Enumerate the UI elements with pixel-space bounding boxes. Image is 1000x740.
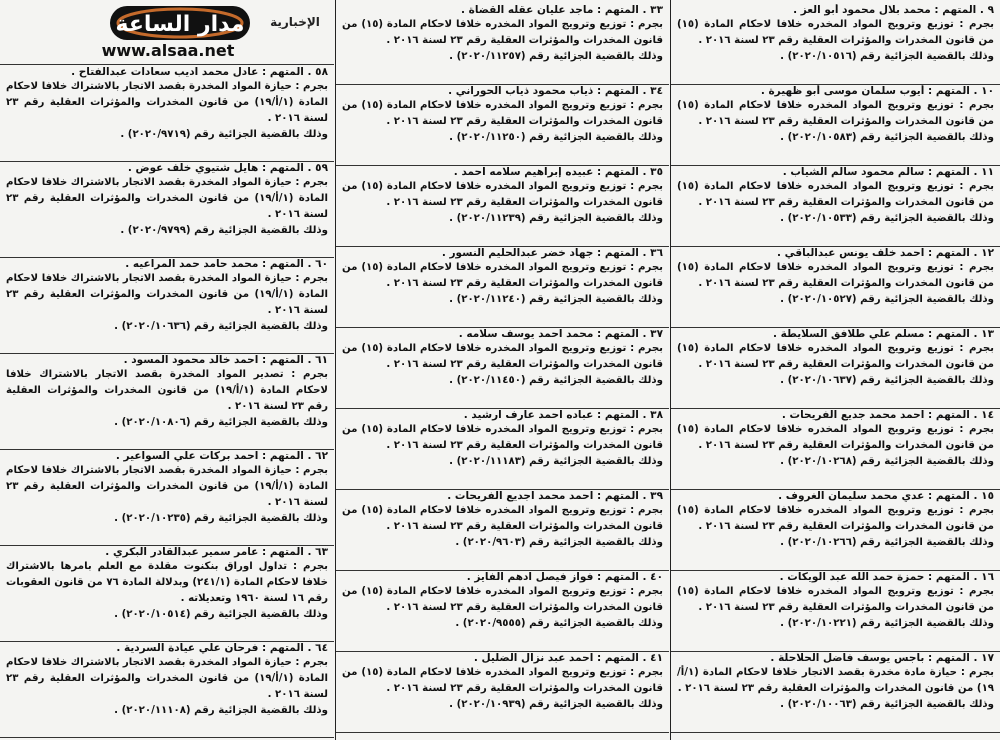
accused-entry xyxy=(0,162,334,258)
accused-header: ١٧ . المتهم : باجس يوسف فاضل الحلاحلة . xyxy=(770,652,994,664)
accused-header: ٦٤ . المتهم : فرحان علي عيادة السردية . xyxy=(116,642,328,654)
charge-text: بجرم : حيازة المواد المخدرة بقصد الاتجار بالاشتراك خلافا لاحكام المادة (١/أ/١٩) من قانون المخدرات والمؤثرات العقلية رقم ٢٣ لسنة ٢٠١٦ . xyxy=(6,81,328,124)
accused-header: ٣٤ . المتهم : ذياب محمود ذياب الحوراني . xyxy=(448,85,663,97)
case-number: وذلك بالقضية الجزائية رقم (٢٠٢٠/١٠٥١٦) . xyxy=(780,51,994,62)
accused-header: ٦٢ . المتهم : احمد بركات علي السواعير . xyxy=(115,450,328,462)
case-number: وذلك بالقضية الجزائية رقم (٢٠٢٠/١٠٥٢٧) . xyxy=(780,294,994,305)
accused-entry xyxy=(336,247,669,328)
accused-header: ١٢ . المتهم : احمد خلف يونس عبدالباقي . xyxy=(776,247,994,259)
charge-text: بجرم : حيازة المواد المخدرة بقصد الاتجار بالاشتراك خلافا لاحكام المادة (١/أ/١٩) من قانون المخدرات والمؤثرات العقلية رقم ٢٣ لسنة ٢٠١٦ . xyxy=(6,273,328,316)
case-number: وذلك بالقضية الجزائية رقم (٢٠٢٠/١١٤٥٠) . xyxy=(449,375,663,386)
logo-graphic xyxy=(0,0,334,64)
accused-entry xyxy=(336,328,669,409)
case-number: وذلك بالقضية الجزائية رقم (٢٠٢٠/١٠٢٢١) . xyxy=(780,618,994,629)
column-divider xyxy=(335,0,336,740)
logo-tagline: الإخبارية xyxy=(270,15,320,29)
accused-entry xyxy=(0,354,334,450)
case-number: وذلك بالقضية الجزائية رقم (٢٠٢٠/٩٥٥٥) . xyxy=(455,618,663,629)
case-number: وذلك بالقضية الجزائية رقم (٢٠٢٠/١٠٥٨٣) . xyxy=(780,132,994,143)
accused-entry xyxy=(0,642,334,738)
accused-header: ٥٨ . المتهم : عادل محمد اديب سعادات عبدالفتاح . xyxy=(71,66,328,78)
logo-brand: مدار الساعة xyxy=(115,12,245,37)
case-number: وذلك بالقضية الجزائية رقم (٢٠٢٠/١٠٦٣٦) . xyxy=(114,321,328,332)
charge-text: بجرم : توزيع وترويج المواد المخدره خلافا لاحكام المادة (١٥) من قانون المخدرات والمؤثرات العقلية رقم ٢٣ لسنة ٢٠١٦ . xyxy=(342,424,663,451)
accused-entry xyxy=(336,652,669,733)
charge-text: بجرم : حيازة المواد المخدرة بقصد الاتجار بالاشتراك خلافا لاحكام المادة (١/أ/١٩) من قانون المخدرات والمؤثرات العقلية رقم ٢٣ لسنة ٢٠١٦ . xyxy=(6,657,328,700)
case-number: وذلك بالقضية الجزائية رقم (٢٠٢٠/١٠٢٣٥) . xyxy=(114,513,328,524)
accused-header: ٦٠ . المتهم : محمد حامد حمد المراعيه . xyxy=(125,258,328,270)
accused-header: ٦١ . المتهم : احمد خالد محمود المسود . xyxy=(123,354,328,366)
case-number: وذلك بالقضية الجزائية رقم (٢٠٢٠/١٠٨٠٦) . xyxy=(114,417,328,428)
accused-entry xyxy=(336,409,669,490)
charge-text: بجرم : توزيع وترويج المواد المخدره خلافا لاحكام المادة (١٥) من قانون المخدرات والمؤثرات العقلية رقم ٢٣ لسنة ٢٠١٦ . xyxy=(677,424,994,451)
accused-entry xyxy=(336,571,669,652)
accused-entry xyxy=(671,4,1000,85)
accused-entry xyxy=(671,85,1000,166)
case-number: وذلك بالقضية الجزائية رقم (٢٠٢٠/١١٢٣٩) . xyxy=(449,213,663,224)
accused-entry xyxy=(0,66,334,162)
accused-entry xyxy=(671,571,1000,652)
accused-entry xyxy=(671,652,1000,733)
case-number: وذلك بالقضية الجزائية رقم (٢٠٢٠/١٠٦٣٧) . xyxy=(780,375,994,386)
charge-text: بجرم : حيازة مادة مخدرة بقصد الاتجار خلافا لاحكام المادة (١/أ/١٩) من قانون المخدرات والمؤثرات العقلية رقم ٢٣ لسنة ٢٠١٦ . xyxy=(677,667,994,694)
accused-header: ٣٧ . المتهم : محمد احمد يوسف سلامه . xyxy=(458,328,663,340)
case-number: وذلك بالقضية الجزائية رقم (٢٠٢٠/١٠٠٦٣) . xyxy=(780,699,994,710)
case-number: وذلك بالقضية الجزائية رقم (٢٠٢٠/١١٢٤٠) . xyxy=(449,294,663,305)
accused-header: ١٠ . المتهم : أيوب سلمان موسى أبو ظهيرة . xyxy=(760,85,994,97)
charge-text: بجرم : توزيع وترويج المواد المخدره خلافا لاحكام المادة (١٥) من قانون المخدرات والمؤثرات العقلية رقم ٢٣ لسنة ٢٠١٦ . xyxy=(677,343,994,370)
charge-text: بجرم : حيازة المواد المخدرة بقصد الاتجار بالاشتراك خلافا لاحكام المادة (١/أ/١٩) من قانون المخدرات والمؤثرات العقلية رقم ٢٣ لسنة ٢٠١٦ . xyxy=(6,465,328,508)
charge-text: بجرم : توزيع وترويج المواد المخدره خلافا لاحكام المادة (١٥) من قانون المخدرات والمؤثرات العقلية رقم ٢٣ لسنة ٢٠١٦ . xyxy=(677,181,994,208)
accused-header: ٤١ . المتهم : احمد عبد نزال الضليل . xyxy=(473,652,663,664)
logo-url: www.alsaa.net xyxy=(101,41,235,60)
accused-entry xyxy=(336,166,669,247)
charge-text: بجرم : توزيع وترويج المواد المخدره خلافا لاحكام المادة (١٥) من قانون المخدرات والمؤثرات العقلية رقم ٢٣ لسنة ٢٠١٦ . xyxy=(342,586,663,613)
case-number: وذلك بالقضية الجزائية رقم (٢٠٢٠/١٠٢٦٨) . xyxy=(780,456,994,467)
accused-entry xyxy=(671,247,1000,328)
charge-text: بجرم : توزيع وترويج المواد المخدره خلافا لاحكام المادة (١٥) من قانون المخدرات والمؤثرات العقلية رقم ٢٣ لسنة ٢٠١٦ . xyxy=(677,586,994,613)
charge-text: بجرم : حيازة المواد المخدرة بقصد الاتجار بالاشتراك خلافا لاحكام المادة (١/أ/١٩) من قانون المخدرات والمؤثرات العقلية رقم ٢٣ لسنة ٢٠١٦ . xyxy=(6,177,328,220)
case-number: وذلك بالقضية الجزائية رقم (٢٠٢٠/١١١٨٣) . xyxy=(449,456,663,467)
accused-header: ١١ . المتهم : سالم محمود سالم الشياب . xyxy=(782,166,994,178)
accused-header: ٩ . المتهم : محمد بلال محمود أبو العز . xyxy=(793,4,994,16)
charge-text: بجرم : توزيع وترويج المواد المخدره خلافا لاحكام المادة (١٥) من قانون المخدرات والمؤثرات العقلية رقم ٢٣ لسنة ٢٠١٦ . xyxy=(342,181,663,208)
accused-entry xyxy=(0,450,334,546)
charge-text: بجرم : توزيع وترويج المواد المخدره خلافا لاحكام المادة (١٥) من قانون المخدرات والمؤثرات العقلية رقم ٢٣ لسنة ٢٠١٦ . xyxy=(342,262,663,289)
charge-text: بجرم : تداول اوراق بنكنوت مقلدة مع العلم بامرها بالاشتراك خلافا لاحكام المادة (٢٤١/١) وبدلالة المادة ٧٦ من قانون العقوبات رقم ١٦ لسنة ١٩٦٠ وتعديلاته . xyxy=(6,561,328,604)
charge-text: بجرم : توزيع وترويج المواد المخدره خلافا لاحكام المادة (١٥) من قانون المخدرات والمؤثرات العقلية رقم ٢٣ لسنة ٢٠١٦ . xyxy=(677,100,994,127)
accused-header: ١٤ . المتهم : احمد محمد جديع الفريحات . xyxy=(781,409,994,421)
case-number: وذلك بالقضية الجزائية رقم (٢٠٢٠/١٠٥٣٣) . xyxy=(780,213,994,224)
charge-text: بجرم : توزيع وترويج المواد المخدره خلافا لاحكام المادة (١٥) من قانون المخدرات والمؤثرات العقلية رقم ٢٣ لسنة ٢٠١٦ . xyxy=(677,19,994,46)
charge-text: بجرم : توزيع وترويج المواد المخدره خلافا لاحكام المادة (١٥) من قانون المخدرات والمؤثرات العقلية رقم ٢٣ لسنة ٢٠١٦ . xyxy=(677,262,994,289)
accused-header: ٣٣ . المتهم : ماجد عليان عقله القضاة . xyxy=(461,4,663,16)
case-number: وذلك بالقضية الجزائية رقم (٢٠٢٠/١٠٩٣٩) . xyxy=(449,699,663,710)
accused-header: ١٣ . المتهم : مسلم علي طلافق السلايطة . xyxy=(772,328,994,340)
column-divider xyxy=(670,0,671,740)
case-number: وذلك بالقضية الجزائية رقم (٢٠٢٠/٩٦٠٣) . xyxy=(455,537,663,548)
accused-entry xyxy=(671,490,1000,571)
accused-entry xyxy=(671,328,1000,409)
case-number: وذلك بالقضية الجزائية رقم (٢٠٢٠/١١١٠٨) . xyxy=(114,705,328,716)
accused-header: ٣٩ . المتهم : احمد محمد اجديع الفريحات . xyxy=(447,490,663,502)
accused-entry xyxy=(0,258,334,354)
accused-header: ٣٦ . المتهم : جهاد خضر عبدالحليم النسور . xyxy=(441,247,663,259)
case-number: وذلك بالقضية الجزائية رقم (٢٠٢٠/٩٧٩٩) . xyxy=(120,225,328,236)
charge-text: بجرم : توزيع وترويج المواد المخدره خلافا لاحكام المادة (١٥) من قانون المخدرات والمؤثرات العقلية رقم ٢٣ لسنة ٢٠١٦ . xyxy=(342,505,663,532)
column-middle xyxy=(336,0,669,740)
accused-entry xyxy=(336,490,669,571)
site-logo xyxy=(0,0,334,65)
accused-entry xyxy=(671,166,1000,247)
accused-header: ٥٩ . المتهم : هايل شتيوي خلف عوض . xyxy=(127,162,328,174)
column-left xyxy=(0,0,334,740)
case-number: وذلك بالقضية الجزائية رقم (٢٠٢٠/١٠٢٦٦) . xyxy=(780,537,994,548)
accused-entry xyxy=(671,409,1000,490)
case-number: وذلك بالقضية الجزائية رقم (٢٠٢٠/١٠٥١٤) . xyxy=(114,609,328,620)
column-right xyxy=(671,0,1000,740)
accused-entry xyxy=(336,85,669,166)
accused-header: ٣٥ . المتهم : عبيده إبراهيم سلامه احمد . xyxy=(453,166,663,178)
accused-header: ٣٨ . المتهم : عباده احمد عارف ارشيد . xyxy=(463,409,663,421)
case-number: وذلك بالقضية الجزائية رقم (٢٠٢٠/١١٢٥٧) . xyxy=(449,51,663,62)
accused-header: ٦٣ . المتهم : عامر سمير عبدالقادر البكري . xyxy=(105,546,328,558)
charge-text: بجرم : توزيع وترويج المواد المخدره خلافا لاحكام المادة (١٥) من قانون المخدرات والمؤثرات العقلية رقم ٢٣ لسنة ٢٠١٦ . xyxy=(342,667,663,694)
case-number: وذلك بالقضية الجزائية رقم (٢٠٢٠/١١٢٥٠) . xyxy=(449,132,663,143)
charge-text: بجرم : توزيع وترويج المواد المخدره خلافا لاحكام المادة (١٥) من قانون المخدرات والمؤثرات العقلية رقم ٢٣ لسنة ٢٠١٦ . xyxy=(342,343,663,370)
accused-header: ١٦ . المتهم : حمزة حمد الله عبد الويكات . xyxy=(779,571,994,583)
accused-header: ٤٠ . المتهم : فواز فيصل ادهم الفايز . xyxy=(466,571,663,583)
accused-entry xyxy=(0,546,334,642)
charge-text: بجرم : توزيع وترويج المواد المخدره خلافا لاحكام المادة (١٥) من قانون المخدرات والمؤثرات العقلية رقم ٢٣ لسنة ٢٠١٦ . xyxy=(342,100,663,127)
charge-text: بجرم : توزيع وترويج المواد المخدره خلافا لاحكام المادة (١٥) من قانون المخدرات والمؤثرات العقلية رقم ٢٣ لسنة ٢٠١٦ . xyxy=(677,505,994,532)
charge-text: بجرم : تصدير المواد المخدرة بقصد الاتجار بالاشتراك خلافا لاحكام المادة (١/أ/١٩) من قانون المخدرات والمؤثرات العقلية رقم ٢٣ لسنة ٢٠١٦ . xyxy=(6,369,329,412)
case-number: وذلك بالقضية الجزائية رقم (٢٠٢٠/٩٧١٩) . xyxy=(120,129,328,140)
accused-header: ١٥ . المتهم : عدي محمد سليمان الغروف . xyxy=(778,490,994,502)
charge-text: بجرم : توزيع وترويج المواد المخدره خلافا لاحكام المادة (١٥) من قانون المخدرات والمؤثرات العقلية رقم ٢٣ لسنة ٢٠١٦ . xyxy=(342,19,663,46)
accused-entry xyxy=(336,4,669,85)
